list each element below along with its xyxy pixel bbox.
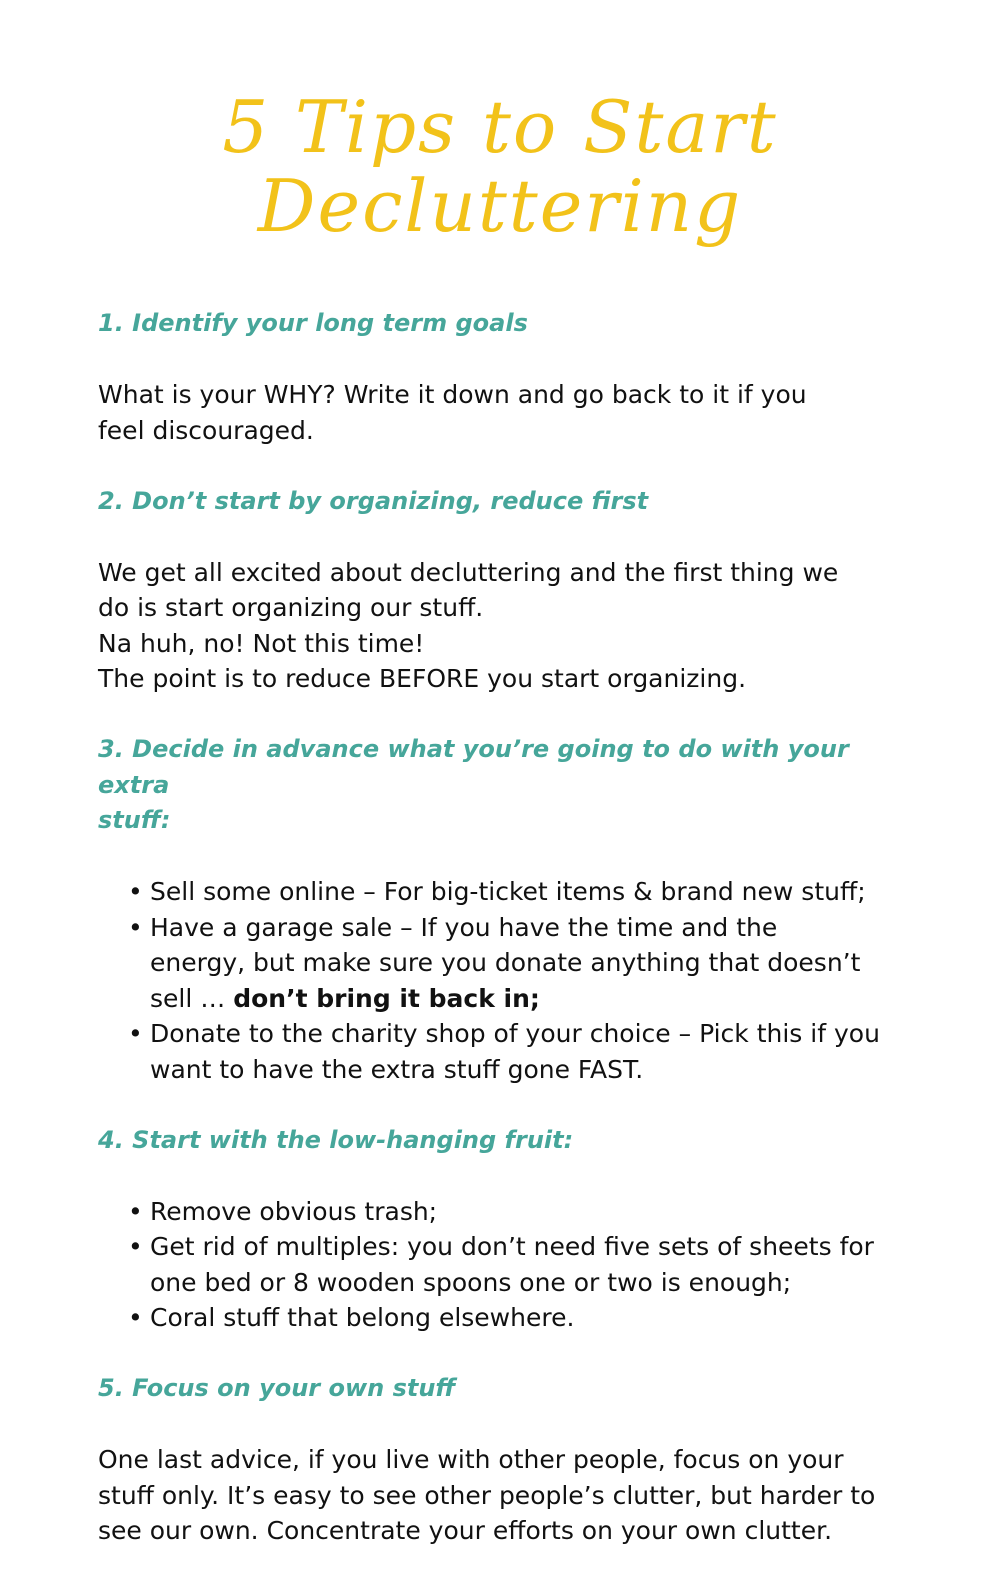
page-title: 5 Tips to Start Decluttering — [222, 85, 778, 249]
tip-5 — [98, 1371, 898, 1549]
tip-5-line-2: stuff only. It’s easy to see other people’s clutter, but harder to — [98, 1480, 876, 1510]
tip-3-item-3-line-1: Donate to the charity shop of your choice – Pick this if you — [150, 1019, 880, 1048]
tip-2-line-4: The point is to reduce BEFORE you start organizing. — [98, 664, 747, 693]
tip-3-item-2-line-2: energy, but make sure you donate anything that doesn’t — [150, 948, 861, 977]
tip-5-heading: 5. Focus on your own stuff — [98, 1374, 456, 1402]
tip-3-list — [98, 874, 898, 1087]
tip-3-item-1-line-1: Sell some online – For big-ticket items & brand new stuff; — [150, 877, 866, 906]
list-item — [128, 1229, 898, 1300]
tip-2-line-3: Na huh, no! Not this time! — [98, 628, 425, 658]
tip-3-item-2-line-3-text: sell … — [150, 983, 234, 1013]
tip-5-line-1: One last advice, if you live with other people, focus on your — [98, 1445, 844, 1474]
tip-1-heading: 1. Identify your long term goals — [98, 309, 528, 337]
list-item — [128, 1300, 898, 1336]
tip-5-body — [98, 1442, 898, 1549]
tip-1-body — [98, 377, 898, 448]
bullet-icon: • — [128, 877, 143, 906]
tip-2-line-2: do is start organizing our stuff. — [98, 593, 484, 622]
tip-4-item-2-line-2: one bed or 8 wooden spoons one or two is enough; — [150, 1267, 792, 1297]
tip-3-item-2-line-1: Have a garage sale – If you have the time and the — [150, 912, 778, 942]
tip-3-heading-line-1: 3. Decide in advance what you’re going to do with your extra — [98, 735, 849, 799]
bullet-icon: • — [128, 1196, 143, 1226]
list-item — [128, 874, 898, 910]
list-item — [128, 910, 898, 1017]
list-item — [128, 1194, 898, 1230]
tip-1-line-1: What is your WHY? Write it down and go back to it if you — [98, 380, 807, 409]
tip-4-item-2-line-1: Get rid of multiples: you don’t need five sets of sheets for — [150, 1232, 874, 1261]
tip-4-item-3-line-1: Coral stuff that belong elsewhere. — [150, 1303, 575, 1332]
tip-3-heading — [98, 732, 898, 839]
tip-2-line-1: We get all excited about decluttering and the first thing we — [98, 557, 839, 587]
tip-4-item-1-line-1: Remove obvious trash; — [150, 1196, 438, 1226]
tip-1-line-2: feel discouraged. — [98, 415, 314, 445]
tip-3-item-2-bold: don’t bring it back in; — [233, 983, 540, 1013]
tip-3-item-2-line-3 — [150, 981, 898, 1017]
bullet-icon: • — [128, 1232, 143, 1261]
tip-4-heading: 4. Start with the low-hanging fruit: — [98, 1125, 574, 1154]
tip-2-body — [98, 555, 898, 697]
bullet-icon: • — [128, 1019, 143, 1048]
tip-3 — [98, 732, 898, 1087]
bullet-icon: • — [128, 912, 143, 942]
tip-4-list — [98, 1194, 898, 1336]
tips-content — [98, 306, 898, 1549]
tip-2 — [98, 484, 898, 697]
list-item — [128, 1016, 898, 1087]
tip-1 — [98, 306, 898, 448]
tip-4 — [98, 1123, 898, 1336]
tip-3-item-3-line-2: want to have the extra stuff gone FAST. — [150, 1054, 644, 1084]
tip-3-heading-line-2: stuff: — [98, 806, 171, 834]
bullet-icon: • — [128, 1303, 143, 1332]
tip-2-heading: 2. Don’t start by organizing, reduce first — [98, 486, 649, 515]
tip-5-line-3: see our own. Concentrate your efforts on your own clutter. — [98, 1516, 833, 1545]
